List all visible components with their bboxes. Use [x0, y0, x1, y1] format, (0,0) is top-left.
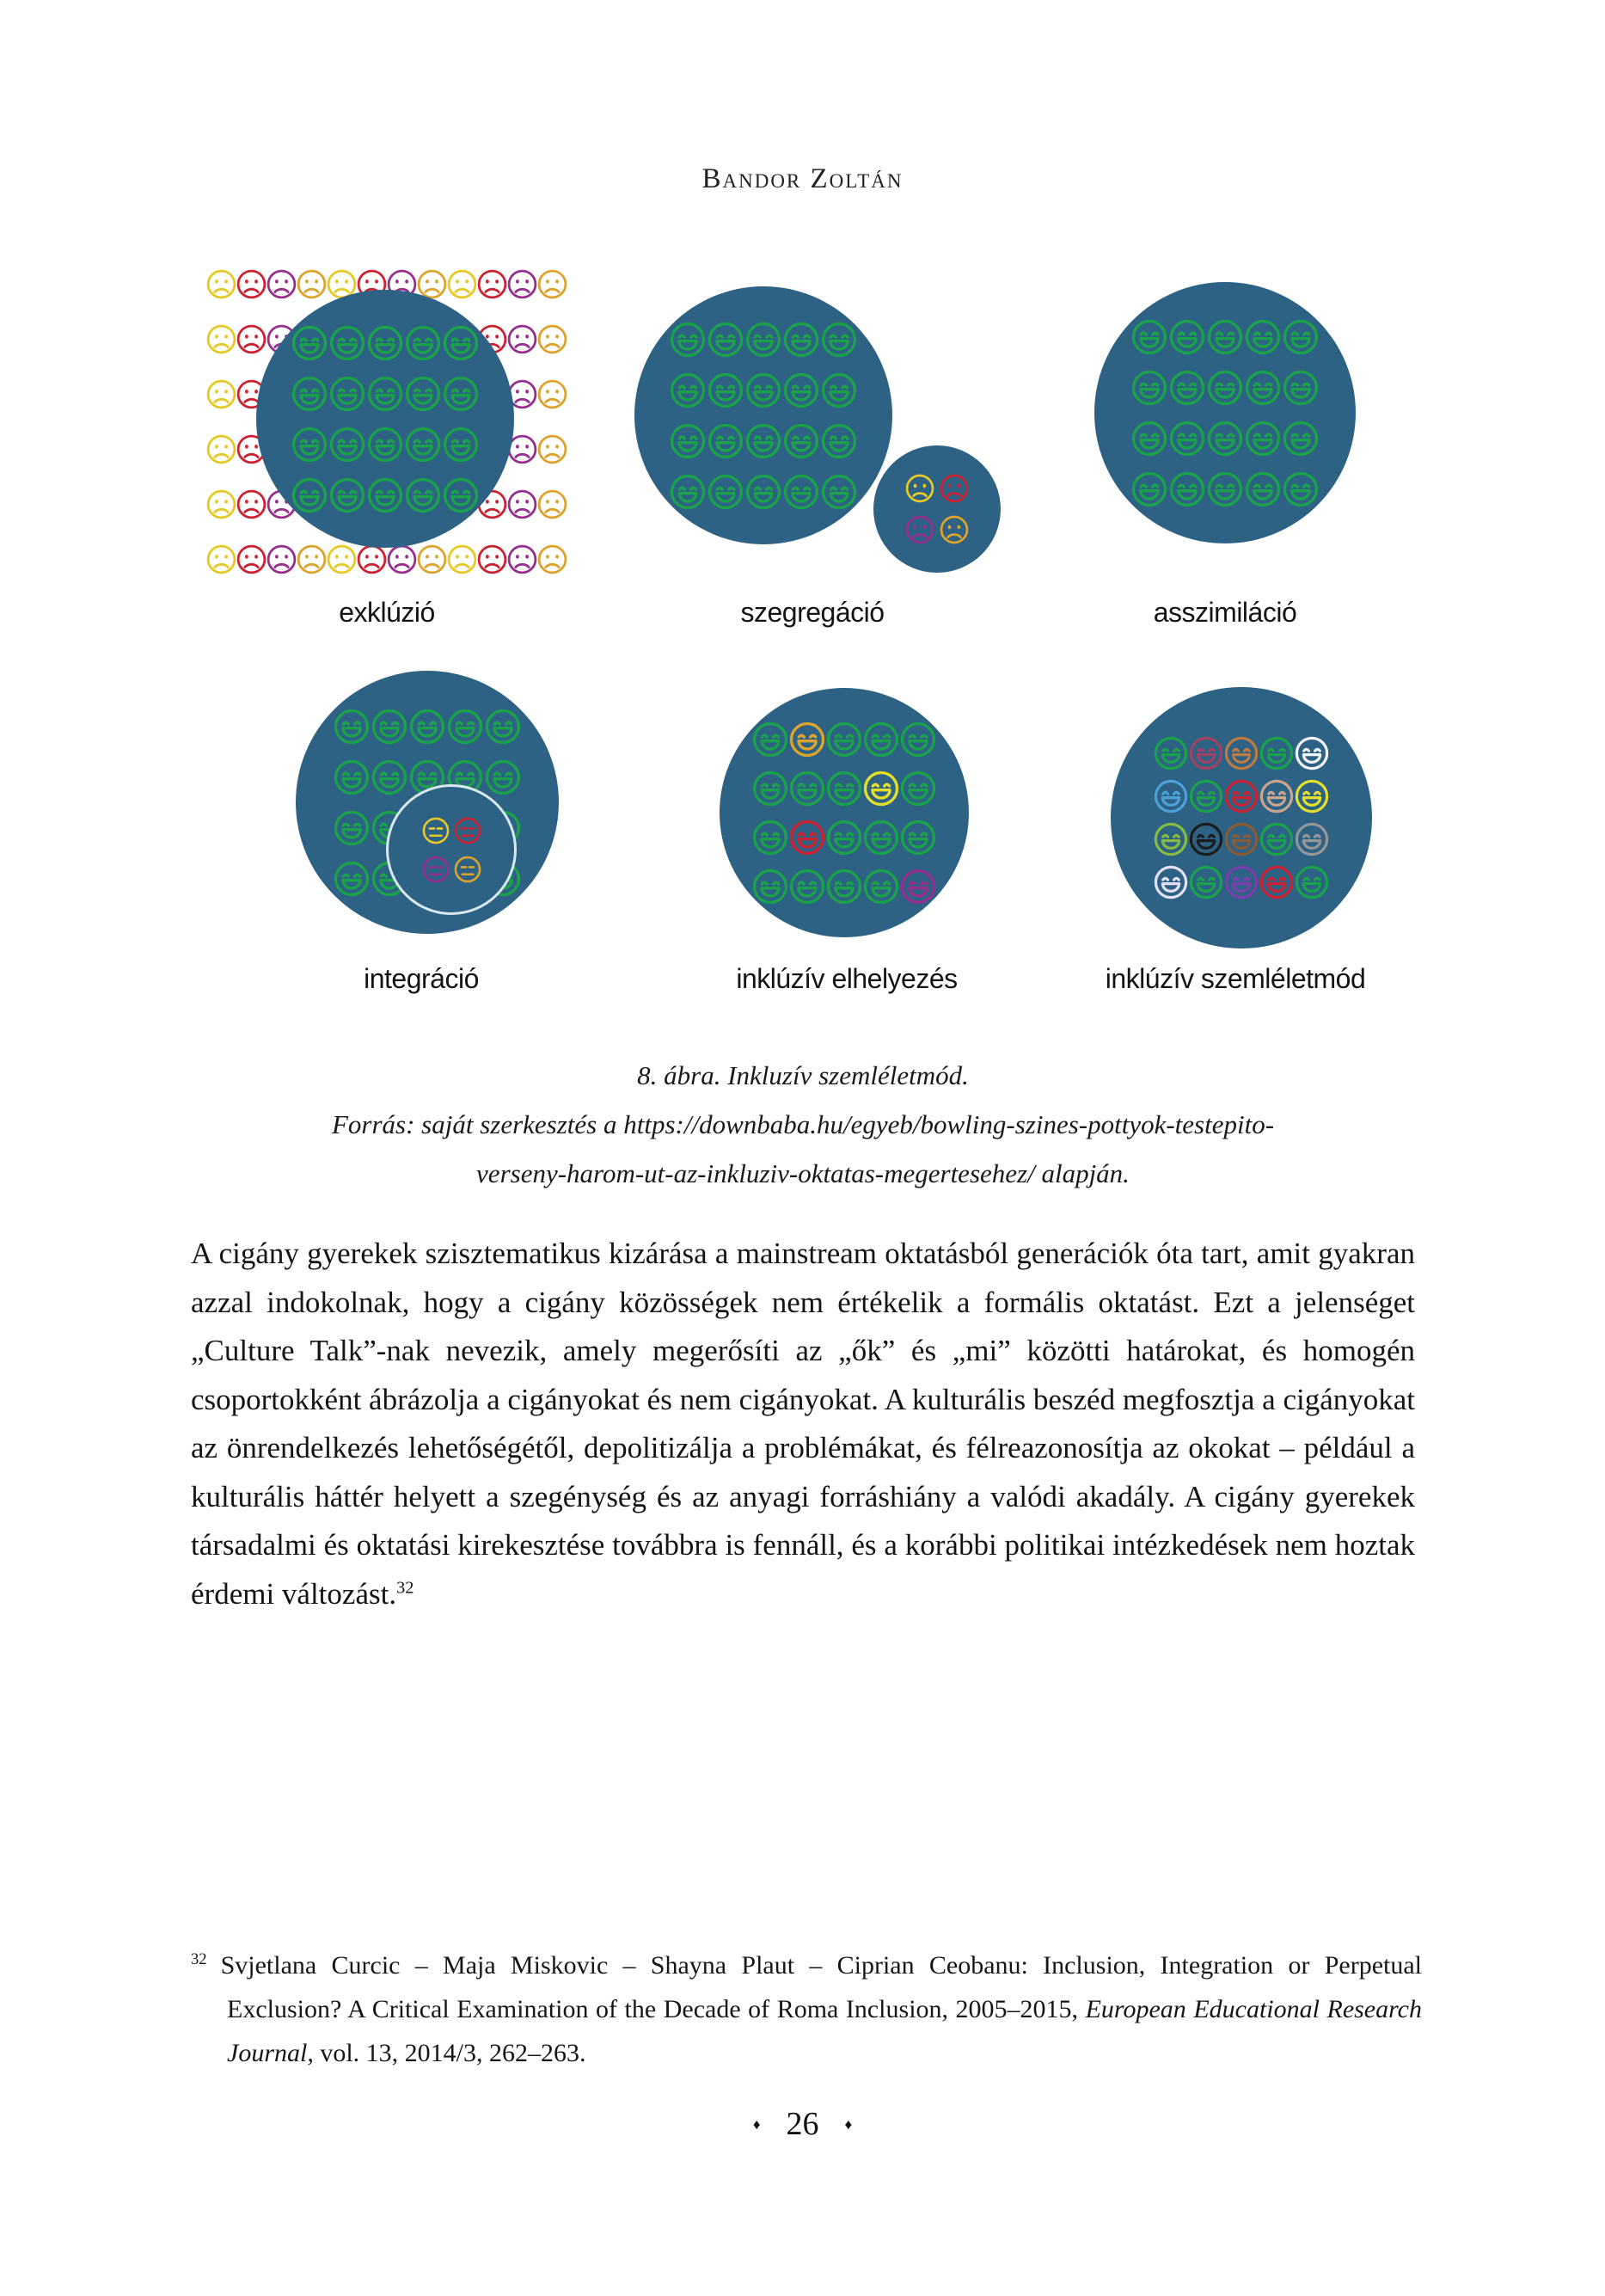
mixed-smiley-grid: [752, 721, 936, 905]
sad-face-icon: [236, 489, 266, 519]
happy-face-icon: [752, 820, 788, 856]
happy-face-icon: [1283, 421, 1319, 457]
happy-face-icon: [367, 427, 403, 463]
sad-face-icon: [236, 544, 266, 574]
page-header-author: Bandor Zoltán: [701, 163, 904, 194]
happy-face-icon: [443, 427, 479, 463]
happy-face-icon: [708, 423, 744, 459]
integrated-minority-grid: [422, 817, 481, 883]
happy-face-icon: [405, 376, 441, 412]
happy-face-icon: [334, 861, 370, 897]
sad-face-icon: [537, 434, 567, 464]
sad-face-icon: [477, 269, 507, 299]
happy-face-icon: [745, 372, 781, 408]
assimilation-circle: [1094, 282, 1356, 543]
diagram-label-assimilation: asszimiláció: [1153, 597, 1297, 628]
happy-face-icon: [670, 372, 706, 408]
sad-face-icon: [940, 515, 969, 544]
happy-face-icon: [900, 770, 936, 807]
happy-face-icon: [443, 376, 479, 412]
sad-face-icon: [905, 515, 934, 544]
sad-face-icon: [507, 489, 537, 519]
diagram-segregation: [628, 282, 1014, 583]
happy-face-icon: [291, 477, 328, 513]
diagram-assimilation: [1094, 282, 1356, 543]
majority-smiley-grid: [291, 325, 479, 513]
happy-face-icon: [334, 709, 370, 745]
inclusive-placement-circle: [720, 688, 969, 937]
happy-face-icon: [1283, 319, 1319, 355]
happy-face-icon: [1259, 779, 1294, 813]
happy-face-icon: [1224, 865, 1259, 899]
happy-face-icon: [1131, 319, 1167, 355]
happy-face-icon: [1189, 736, 1223, 770]
happy-face-icon: [1154, 736, 1188, 770]
happy-face-icon: [1189, 822, 1223, 856]
footnote-journal-title: European Educational Research Journal,: [227, 1995, 1423, 2067]
happy-face-icon: [329, 325, 365, 361]
happy-face-icon: [826, 770, 862, 807]
sad-face-icon: [206, 544, 236, 574]
sad-face-icon: [447, 269, 477, 299]
sad-face-icon: [477, 544, 507, 574]
happy-face-icon: [789, 721, 825, 758]
happy-face-icon: [745, 474, 781, 510]
happy-face-icon: [670, 474, 706, 510]
diagram-exclusion: [205, 256, 569, 586]
happy-face-icon: [863, 770, 899, 807]
happy-face-icon: [405, 325, 441, 361]
happy-face-icon: [367, 477, 403, 513]
figure-caption: [191, 1051, 1415, 1198]
sad-face-icon: [537, 544, 567, 574]
happy-face-icon: [409, 709, 445, 745]
happy-face-icon: [670, 322, 706, 358]
happy-face-icon: [1154, 822, 1188, 856]
happy-face-icon: [443, 325, 479, 361]
sad-face-icon: [236, 269, 266, 299]
happy-face-icon: [900, 721, 936, 758]
diagram-label-segregation: szegregáció: [740, 597, 885, 628]
happy-face-icon: [1189, 865, 1223, 899]
happy-face-icon: [329, 376, 365, 412]
happy-face-icon: [863, 820, 899, 856]
happy-face-icon: [1154, 779, 1188, 813]
diverse-smiley-grid: [1154, 736, 1329, 899]
sad-face-icon: [206, 434, 236, 464]
happy-face-icon: [783, 322, 819, 358]
sad-face-icon: [206, 269, 236, 299]
sad-face-icon: [236, 324, 266, 354]
inclusive-mindset-circle: [1111, 687, 1372, 948]
happy-face-icon: [1154, 865, 1188, 899]
happy-face-icon: [291, 427, 328, 463]
diamond-icon: ♦: [752, 2116, 761, 2133]
happy-face-icon: [291, 376, 328, 412]
sad-face-icon: [507, 269, 537, 299]
happy-face-icon: [1207, 370, 1243, 406]
assimilated-smiley-grid: [1131, 319, 1319, 507]
sad-face-icon: [206, 324, 236, 354]
happy-face-icon: [789, 869, 825, 905]
segregation-majority-circle: [634, 286, 892, 544]
happy-face-icon: [443, 477, 479, 513]
page-number: [0, 2105, 1605, 2143]
happy-face-icon: [1295, 736, 1329, 770]
sad-face-icon: [537, 489, 567, 519]
happy-face-icon: [783, 372, 819, 408]
happy-face-icon: [1224, 736, 1259, 770]
happy-face-icon: [826, 869, 862, 905]
footnote-number: 32: [191, 1950, 207, 1968]
happy-face-icon: [405, 477, 441, 513]
happy-face-icon: [752, 721, 788, 758]
happy-face-icon: [789, 820, 825, 856]
happy-face-icon: [789, 770, 825, 807]
neutral-face-icon: [454, 856, 481, 883]
happy-face-icon: [826, 820, 862, 856]
happy-face-icon: [863, 721, 899, 758]
diagram-label-integration: integráció: [364, 963, 479, 994]
neutral-face-icon: [454, 817, 481, 844]
happy-face-icon: [670, 423, 706, 459]
sad-face-icon: [206, 489, 236, 519]
exclusion-majority-circle: [256, 290, 514, 548]
happy-face-icon: [1207, 319, 1243, 355]
sad-face-icon: [905, 474, 934, 503]
sad-face-icon: [357, 544, 387, 574]
footnote-text: Svjetlana Curcic – Maja Miskovic – Shayna Plaut – Ciprian Ceobanu: Inclusion, Integration or Perpetual Exclusion? A Critical Examination of the Decade of Roma Inclusion, 2005–2015,: [220, 1951, 1422, 2023]
happy-face-icon: [821, 423, 857, 459]
happy-face-icon: [1283, 370, 1319, 406]
happy-face-icon: [1283, 471, 1319, 507]
happy-face-icon: [1245, 471, 1281, 507]
neutral-face-icon: [422, 817, 450, 844]
footnote-reference: 32: [396, 1577, 414, 1597]
happy-face-icon: [1245, 421, 1281, 457]
diagram-label-exclusion: exklúzió: [339, 597, 435, 628]
diagram-inclusive-mindset: [1111, 687, 1372, 948]
happy-face-icon: [329, 427, 365, 463]
happy-face-icon: [485, 709, 521, 745]
happy-face-icon: [821, 372, 857, 408]
happy-face-icon: [821, 474, 857, 510]
caption-title: 8. ábra. Inkluzív szemléletmód.: [637, 1060, 969, 1090]
diagram-label-inclusive-placement: inklúzív elhelyezés: [736, 963, 958, 994]
diamond-icon: ♦: [844, 2116, 853, 2133]
sad-face-icon: [417, 544, 447, 574]
happy-face-icon: [291, 325, 328, 361]
happy-face-icon: [1295, 865, 1329, 899]
integration-circle: [296, 671, 559, 934]
diagram-integration: [296, 671, 559, 934]
happy-face-icon: [1295, 822, 1329, 856]
happy-face-icon: [371, 759, 407, 795]
page-number-value: 26: [786, 2106, 819, 2142]
happy-face-icon: [826, 721, 862, 758]
happy-face-icon: [1245, 319, 1281, 355]
sad-face-icon: [297, 269, 327, 299]
happy-face-icon: [745, 322, 781, 358]
body-paragraph-text: A cigány gyerekek szisztematikus kizárása a mainstream oktatásból generációk óta tart, amit gyakran azzal indokolnak, hogy a cigány közösségek nem értékelik a formális oktatást. Ezt a jelenséget „Culture Talk”-nak nevezik, amely megerősíti az „ők” és „mi” közötti határokat, és homogén csoportokként ábrázolja a cigányokat és nem cigányokat. A kulturális beszéd megfosztja a cigányokat az önrendelkezés lehetőségétől, depolitizálja a problémákat, és félreazonosítja az okokat – például a kulturális háttér helyett a szegénység és az anyagi forráshiány a valódi akadály. A cigány gyerekek társadalmi és oktatási kirekesztése továbbra is fennáll, és a korábbi politikai intézkedések nem hoztak érdemi változást.: [191, 1237, 1415, 1611]
happy-face-icon: [752, 770, 788, 807]
sad-face-icon: [537, 379, 567, 409]
happy-face-icon: [1224, 822, 1259, 856]
caption-source-line-1: Forrás: saját szerkesztés a https://downbaba.hu/egyeb/bowling-szines-pottyok-testepito-: [331, 1109, 1275, 1139]
diagram-label-inclusive-mindset: inklúzív szemléletmód: [1105, 963, 1366, 994]
sad-face-icon: [507, 324, 537, 354]
sad-face-icon: [537, 324, 567, 354]
footnote: [191, 1943, 1422, 2075]
happy-face-icon: [1169, 421, 1205, 457]
happy-face-icon: [752, 869, 788, 905]
happy-face-icon: [1259, 865, 1294, 899]
happy-face-icon: [1189, 779, 1223, 813]
segregation-minority-circle: [873, 445, 1001, 573]
sad-face-icon: [537, 269, 567, 299]
happy-face-icon: [367, 376, 403, 412]
happy-face-icon: [1259, 822, 1294, 856]
diagram-inclusive-placement: [720, 688, 969, 937]
happy-face-icon: [1224, 779, 1259, 813]
sad-face-icon: [940, 474, 969, 503]
happy-face-icon: [1295, 779, 1329, 813]
happy-face-icon: [334, 759, 370, 795]
happy-face-icon: [371, 709, 407, 745]
happy-face-icon: [1207, 421, 1243, 457]
happy-face-icon: [708, 322, 744, 358]
happy-face-icon: [745, 423, 781, 459]
happy-face-icon: [900, 820, 936, 856]
sad-face-icon: [266, 544, 297, 574]
sad-face-icon: [266, 269, 297, 299]
sad-face-icon: [507, 544, 537, 574]
sad-face-icon: [327, 544, 357, 574]
happy-face-icon: [1245, 370, 1281, 406]
happy-face-icon: [1169, 471, 1205, 507]
neutral-face-icon: [422, 856, 450, 883]
sad-face-icon: [447, 544, 477, 574]
body-paragraph: [191, 1230, 1415, 1618]
minority-sad-grid: [905, 474, 969, 544]
happy-face-icon: [1131, 421, 1167, 457]
happy-face-icon: [900, 869, 936, 905]
happy-face-icon: [821, 322, 857, 358]
happy-face-icon: [447, 709, 483, 745]
happy-face-icon: [1169, 319, 1205, 355]
sad-face-icon: [297, 544, 327, 574]
happy-face-icon: [329, 477, 365, 513]
happy-face-icon: [708, 474, 744, 510]
happy-face-icon: [863, 869, 899, 905]
happy-face-icon: [708, 372, 744, 408]
caption-source-line-2: verseny-harom-ut-az-inkluziv-oktatas-megertesehez/ alapján.: [476, 1158, 1130, 1188]
footnote-text-after: vol. 13, 2014/3, 262–263.: [313, 2039, 586, 2067]
happy-face-icon: [1131, 471, 1167, 507]
happy-face-icon: [485, 759, 521, 795]
integration-inner-circle: [386, 784, 517, 915]
happy-face-icon: [1169, 370, 1205, 406]
happy-face-icon: [405, 427, 441, 463]
happy-face-icon: [1259, 736, 1294, 770]
happy-face-icon: [367, 325, 403, 361]
majority-smiley-grid: [670, 322, 857, 510]
happy-face-icon: [783, 423, 819, 459]
happy-face-icon: [1131, 370, 1167, 406]
sad-face-icon: [206, 379, 236, 409]
happy-face-icon: [783, 474, 819, 510]
happy-face-icon: [334, 810, 370, 846]
sad-face-icon: [387, 544, 417, 574]
happy-face-icon: [1207, 471, 1243, 507]
